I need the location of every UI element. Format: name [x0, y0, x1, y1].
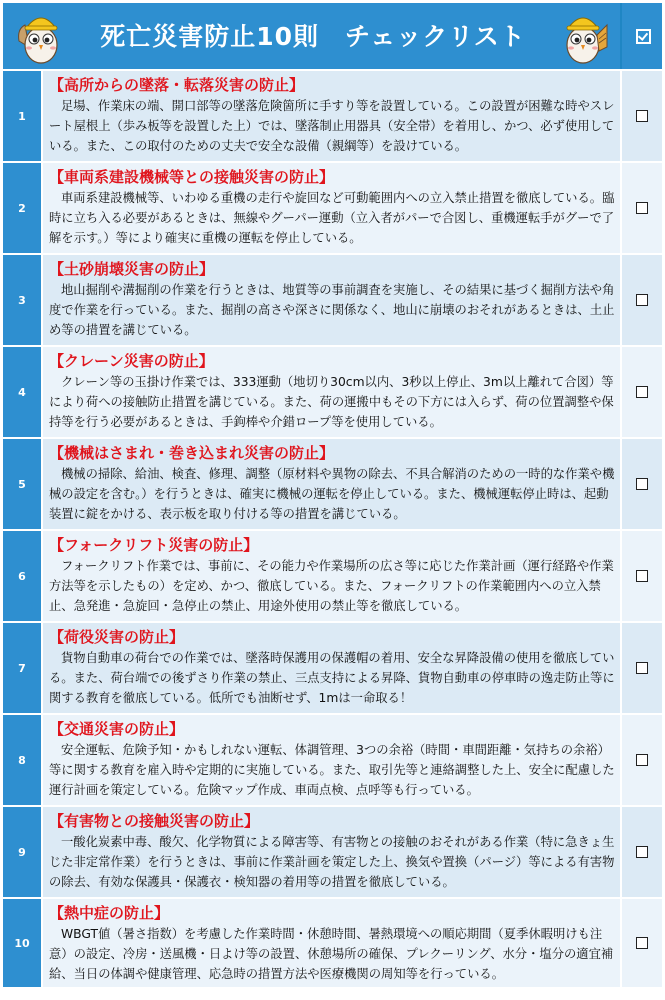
header-title-area	[3, 3, 620, 69]
item-number: 10	[3, 899, 41, 987]
item-description: 安全運転、危険予知・かもしれない運転、体調管理、3つの余裕（時間・車間距離・気持ちの余裕）等に関する教育を雇入時や定期的に実施している。また、取引先等と連絡調整した上、安全に配慮した運行計画を策定している。危険マップ作成、車両点検、点呼等も行っている。	[49, 743, 615, 797]
item-description: 車両系建設機械等、いわゆる重機の走行や旋回など可動範囲内への立入禁止措置を徹底している。臨時に立ち入る必要があるときは、無線やグーパー運動（立入者がパーで合図し、重機運転手がグーで了解を示す。）等により確実に重機の運転を停止している。	[49, 191, 615, 245]
item-description: 機械の掃除、給油、検査、修理、調整（原材料や異物の除去、不具合解消のための一時的な作業や機械の設定を含む。）を行うときは、確実に機械の運転を停止している。また、機械運転停止時は、起動装置に錠をかける、表示板を取り付ける等の措置を講じている。	[49, 467, 615, 521]
item-checkbox[interactable]	[636, 754, 648, 766]
checklist-row	[3, 347, 662, 439]
item-title: 【土砂崩壊災害の防止】	[49, 260, 215, 278]
item-description: 一酸化炭素中毒、酸欠、化学物質による障害等、有害物との接触のおそれがある作業（特に急きょ生じた非定常作業）を行うときは、事前に作業計画を策定した上、換気や置換（パージ）等による有害物の除去、有効な保護具・保護衣・検知器の着用等の措置を徹底している。	[49, 835, 615, 889]
check-cell	[622, 439, 662, 529]
item-checkbox[interactable]	[636, 478, 648, 490]
checklist-row	[3, 807, 662, 899]
item-description: WBGT値（暑さ指数）を考慮した作業時間・休憩時間、暑熱環境への順応期間（夏季休暇明けも注意）の設定、冷房・送風機・日よけ等の設置、休憩場所の確保、プレクーリング、水分・塩分の適宜補給、当日の体調や健康管理、応急時の措置方法や医療機関の周知等を行っている。	[49, 927, 614, 981]
header-bar	[3, 3, 662, 71]
item-description: クレーン等の玉掛け作業では、333運動（地切り30cm以内、3秒以上停止、3m以上離れて合図）等により荷への接触防止措置を講じている。また、荷の運搬中もその下方には入らず、荷の位置調整や保持等を行う必要があるときは、手鉤棒や介錯ロープ等を使用している。	[49, 375, 614, 429]
item-description: 貨物自動車の荷台での作業では、墜落時保護用の保護帽の着用、安全な昇降設備の使用を徹底している。また、荷台端での後ずさり作業の禁止、三点支持による昇降、貨物自動車の停車時の逸走防止等に関する教育を徹底している。低所でも油断せず、1mは一命取る！	[49, 651, 615, 705]
checklist-row	[3, 439, 662, 531]
checklist-sheet	[3, 3, 662, 997]
item-title: 【熱中症の防止】	[49, 904, 170, 922]
checklist-row	[3, 71, 662, 163]
checklist-row	[3, 163, 662, 255]
item-title: 【荷役災害の防止】	[49, 628, 185, 646]
checklist-row	[3, 531, 662, 623]
item-title: 【交通災害の防止】	[49, 720, 185, 738]
item-number: 3	[3, 255, 41, 345]
item-number: 2	[3, 163, 41, 253]
checklist-rows	[3, 71, 662, 989]
item-number: 5	[3, 439, 41, 529]
item-number: 7	[3, 623, 41, 713]
checklist-row	[3, 715, 662, 807]
item-checkbox[interactable]	[636, 937, 648, 949]
item-checkbox[interactable]	[636, 202, 648, 214]
owl-mascot-left-icon	[15, 7, 67, 65]
item-content	[43, 623, 620, 713]
checklist-row	[3, 255, 662, 347]
checkbox-header-icon	[636, 29, 651, 44]
item-title: 【機械はさまれ・巻き込まれ災害の防止】	[49, 444, 335, 462]
item-number: 1	[3, 71, 41, 161]
item-content	[43, 807, 620, 897]
owl-mascot-right-icon	[557, 7, 609, 65]
check-cell	[622, 807, 662, 897]
item-content	[43, 71, 620, 161]
item-number: 9	[3, 807, 41, 897]
item-number: 8	[3, 715, 41, 805]
check-cell	[622, 255, 662, 345]
item-description: 足場、作業床の端、開口部等の墜落危険箇所に手すり等を設置している。この設置が困難な時やスレート屋根上（歩み板等を設置した上）では、墜落制止用器具（安全帯）を着用し、かつ、必ず使用している。また、この取付のための丈夫で安全な設備（親綱等）を設けている。	[49, 99, 615, 153]
checklist-row	[3, 623, 662, 715]
item-title: 【フォークリフト災害の防止】	[49, 536, 259, 554]
checklist-row	[3, 899, 662, 989]
item-title: 【クレーン災害の防止】	[49, 352, 214, 370]
check-cell	[622, 71, 662, 161]
item-content	[43, 899, 620, 987]
item-checkbox[interactable]	[636, 110, 648, 122]
item-content	[43, 715, 620, 805]
check-cell	[622, 623, 662, 713]
item-content	[43, 347, 620, 437]
check-cell	[622, 899, 662, 987]
item-content	[43, 163, 620, 253]
page-title: 死亡災害防止10則 チェックリスト	[100, 22, 526, 51]
check-cell	[622, 163, 662, 253]
item-checkbox[interactable]	[636, 570, 648, 582]
item-content	[43, 255, 620, 345]
check-cell	[622, 715, 662, 805]
item-description: 地山掘削や溝掘削の作業を行うときは、地質等の事前調査を実施し、その結果に基づく掘削方法や角度で作業を行っている。また、掘削の高さや深さに関係なく、地山に崩壊のおそれがあるときは、土止め等の措置を講じている。	[49, 283, 615, 337]
item-checkbox[interactable]	[636, 294, 648, 306]
item-number: 6	[3, 531, 41, 621]
header-check-column	[622, 3, 662, 69]
item-checkbox[interactable]	[636, 386, 648, 398]
item-title: 【車両系建設機械等との接触災害の防止】	[49, 168, 335, 186]
item-title: 【有害物との接触災害の防止】	[49, 812, 260, 830]
item-content	[43, 531, 620, 621]
check-cell	[622, 347, 662, 437]
item-checkbox[interactable]	[636, 662, 648, 674]
item-title: 【高所からの墜落・転落災害の防止】	[49, 76, 305, 94]
item-content	[43, 439, 620, 529]
item-checkbox[interactable]	[636, 846, 648, 858]
item-number: 4	[3, 347, 41, 437]
item-description: フォークリフト作業では、事前に、その能力や作業場所の広さ等に応じた作業計画（運行経路や作業方法等を示したもの）を定め、かつ、徹底している。また、フォークリフトの作業範囲内への立入禁止、急発進・急旋回・急停止の禁止、用途外使用の禁止等を徹底している。	[49, 559, 614, 613]
check-cell	[622, 531, 662, 621]
